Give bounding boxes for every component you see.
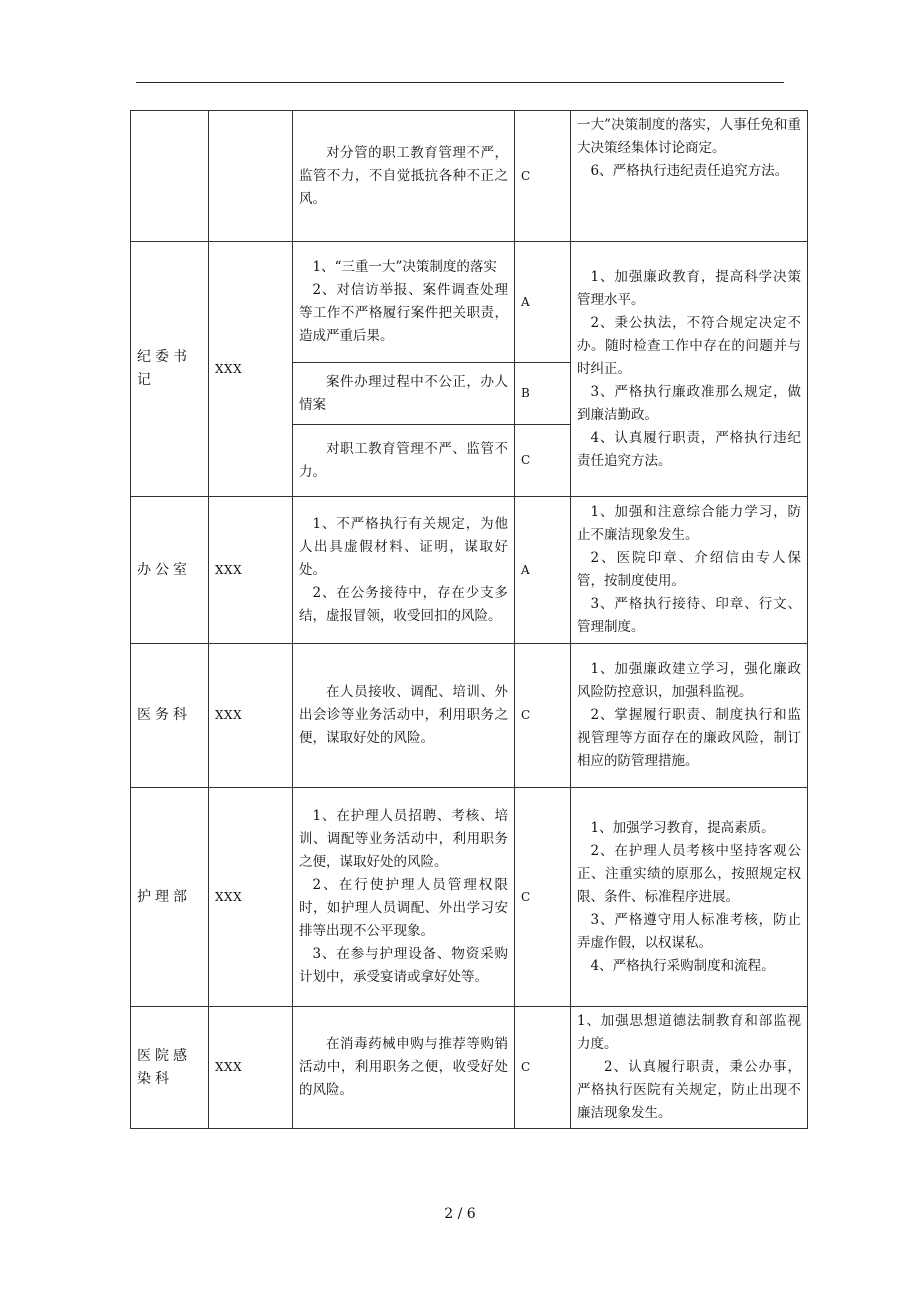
measure-text: 1、加强和注意综合能力学习，防止不廉洁现象发生。	[577, 504, 801, 543]
risk-text: 1、在护理人员招聘、考核、培训、调配等业务活动中，利用职务之便，谋取好处的风险。	[299, 808, 508, 870]
measure-text: 3、严格执行接待、印章、行文、管理制度。	[577, 596, 801, 635]
risk-cell	[293, 363, 515, 425]
risk-cell	[293, 497, 515, 644]
header-rule	[136, 82, 784, 83]
person-cell: XXX	[209, 644, 293, 788]
table-row	[131, 1007, 808, 1129]
table-row	[131, 111, 808, 242]
risk-level: C	[515, 425, 571, 497]
risk-text: 3、在参与护理设备、物资采购计划中，承受宴请或拿好处等。	[299, 946, 508, 985]
measures-cell	[571, 644, 808, 788]
risk-level: B	[515, 363, 571, 425]
page-number: 2 / 6	[444, 1206, 476, 1222]
person-cell: XXX	[209, 788, 293, 1007]
person-cell: XXX	[209, 242, 293, 497]
risk-level: A	[515, 497, 571, 644]
dept-cell: 护理部	[131, 788, 209, 1007]
measure-text: 2、秉公执法，不符合规定决定不办。随时检查工作中存在的问题并与时纠正。	[577, 314, 801, 377]
measures-cell	[571, 497, 808, 644]
risk-text: 1、“三重一大”决策制度的落实	[312, 259, 497, 275]
risk-table	[130, 110, 808, 1129]
dept-cell: 办公室	[131, 497, 209, 644]
risk-cell	[293, 242, 515, 363]
risk-cell	[293, 788, 515, 1007]
measure-text: 1、加强学习教育，提高素质。	[590, 819, 775, 836]
measure-text: 3、严格遵守用人标准考核，防止弄虚作假，以权谋私。	[577, 911, 801, 951]
risk-level: C	[515, 644, 571, 788]
dept-cell: 纪委书记	[131, 242, 209, 497]
risk-text: 在消毒药械申购与推荐等购销活动中，利用职务之便，收受好处的风险。	[299, 1036, 508, 1098]
measure-text: 1、加强廉政建立学习，强化廉政风险防控意识，加强科监视。	[577, 661, 801, 700]
dept-cell: 医务科	[131, 644, 209, 788]
risk-text: 对职工教育管理不严、监管不力。	[299, 440, 508, 480]
measure-text: 6、严格执行违纪责任追究方法。	[590, 163, 789, 179]
measure-text: 一大”决策制度的落实，人事任免和重大决策经集体讨论商定。	[577, 117, 801, 156]
table-row	[131, 644, 808, 788]
dept-cell	[131, 111, 209, 242]
risk-text: 案件办理过程中不公正，办人情案	[299, 373, 508, 413]
person-cell: XXX	[209, 497, 293, 644]
risk-cell	[293, 1007, 515, 1129]
measure-text: 2、医院印章、介绍信由专人保管，按制度使用。	[577, 550, 801, 589]
risk-level: A	[515, 242, 571, 363]
risk-level: C	[515, 111, 571, 242]
table-row	[131, 497, 808, 644]
measures-cell	[571, 242, 808, 497]
risk-cell	[293, 644, 515, 788]
measure-text: 4、认真履行职责，严格执行违纪责任追究方法。	[577, 429, 801, 469]
person-cell: XXX	[209, 1007, 293, 1129]
risk-text: 1、不严格执行有关规定，为他人出具虚假材料、证明，谋取好处。	[299, 515, 508, 578]
measure-text: 3、严格执行廉政准那么规定，做到廉洁勤政。	[577, 383, 801, 423]
measure-text: 2、在护理人员考核中坚持客观公正、注重实绩的原那么，按照规定权限、条件、标准程序进展。	[577, 842, 801, 905]
measure-text: 2、掌握履行职责、制度执行和监视管理等方面存在的廉政风险，制订相应的防管理措施。	[577, 707, 801, 769]
dept-cell: 医院感染科	[131, 1007, 209, 1129]
measure-text: 4、严格执行采购制度和流程。	[590, 957, 775, 974]
measure-text: 2、认真履行职责，秉公办事，严格执行医院有关规定，防止出现不廉洁现象发生。	[577, 1059, 801, 1121]
person-cell	[209, 111, 293, 242]
risk-text: 在人员接收、调配、培训、外出会诊等业务活动中，利用职务之便，谋取好处的风险。	[299, 684, 508, 746]
measures-cell	[571, 111, 808, 242]
table-row	[131, 788, 808, 1007]
risk-text: 2、在行使护理人员管理权限时，如护理人员调配、外出学习安排等出现不公平现象。	[299, 877, 508, 939]
risk-cell	[293, 425, 515, 497]
risk-text: 对分管的职工教育管理不严，监管不力，不自觉抵抗各种不正之风。	[299, 144, 508, 207]
risk-text: 2、对信访举报、案件调查处理等工作不严格履行案件把关职责，造成严重后果。	[299, 282, 508, 344]
risk-level: C	[515, 788, 571, 1007]
risk-cell	[293, 111, 515, 242]
measure-text: 1、加强思想道德法制教育和部监视力度。	[577, 1013, 801, 1052]
measures-cell	[571, 788, 808, 1007]
risk-level: C	[515, 1007, 571, 1129]
table-row	[131, 242, 808, 363]
measure-text: 1、加强廉政教育，提高科学决策管理水平。	[577, 268, 801, 308]
risk-text: 2、在公务接待中，存在少支多结，虚报冒领，收受回扣的风险。	[299, 584, 508, 624]
measures-cell	[571, 1007, 808, 1129]
